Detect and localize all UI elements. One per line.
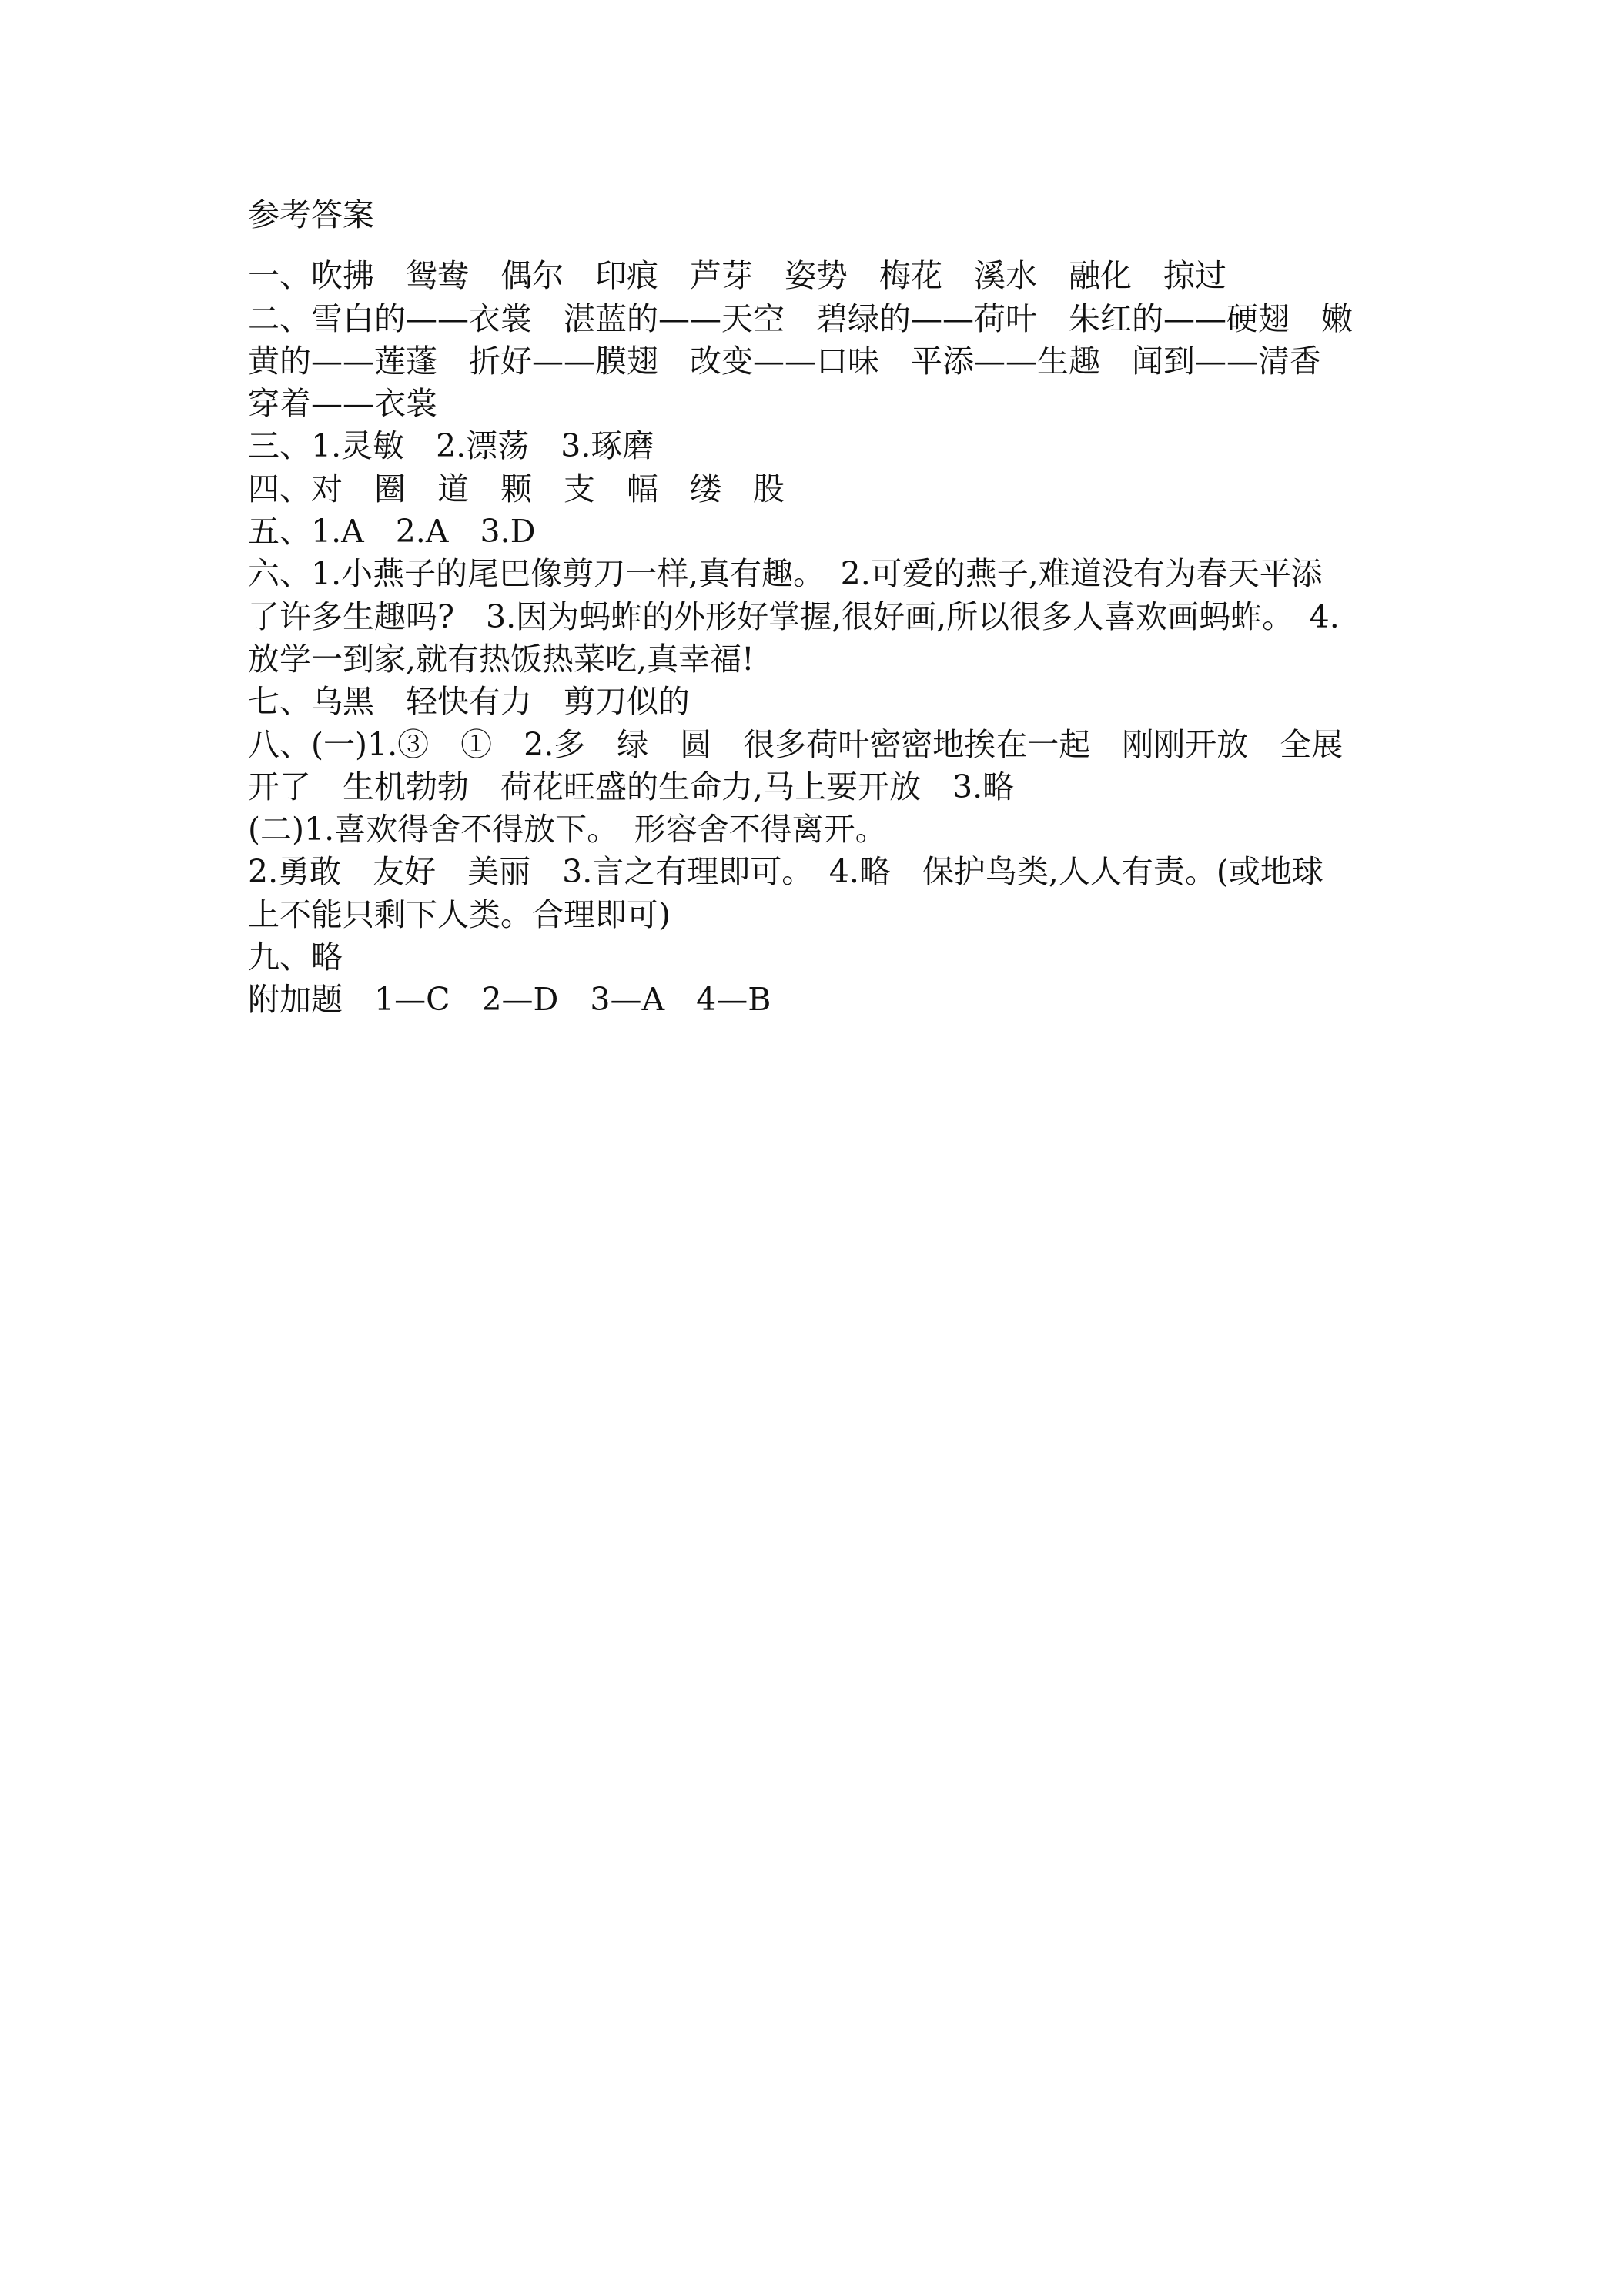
answer-line-2: 二、雪白的——衣裳 湛蓝的——天空 碧绿的——荷叶 朱红的——硬翅 嫩 <box>248 300 1353 337</box>
answer-line-12: 八、(一)1.③ ① 2.多 绿 圆 很多荷叶密密地挨在一起 刚刚开放 全展 <box>248 725 1344 763</box>
answer-line-6: 四、对 圈 道 颗 支 幅 缕 股 <box>248 470 785 507</box>
answer-line-7: 五、1.A 2.A 3.D <box>248 513 536 551</box>
answer-line-3: 黄的——莲蓬 折好——膜翅 改变——口味 平添——生趣 闻到——清香 <box>248 342 1321 380</box>
answer-line-15: 2.勇敢 友好 美丽 3.言之有理即可。 4.略 保护鸟类,人人有责。(或地球 <box>248 853 1323 891</box>
answer-line-9: 了许多生趣吗? 3.因为蚂蚱的外形好掌握,很好画,所以很多人喜欢画蚂蚱。 4. <box>248 597 1340 635</box>
answer-line-8: 六、1.小燕子的尾巴像剪刀一样,真有趣。 2.可爱的燕子,难道没有为春天平添 <box>248 555 1323 593</box>
page-title: 参考答案 <box>248 196 374 233</box>
answer-line-1: 一、吹拂 鸳鸯 偶尔 印痕 芦芽 姿势 梅花 溪水 融化 掠过 <box>248 257 1226 295</box>
answer-line-18: 附加题 1—C 2—D 3—A 4—B <box>248 981 771 1019</box>
answer-line-11: 七、乌黑 轻快有力 剪刀似的 <box>248 683 690 721</box>
answer-line-13: 开了 生机勃勃 荷花旺盛的生命力,马上要开放 3.略 <box>248 768 1015 805</box>
answer-key-text <box>248 194 1403 1022</box>
answer-line-17: 九、略 <box>248 939 343 976</box>
answer-line-10: 放学一到家,就有热饭热菜吃,真幸福! <box>248 640 755 678</box>
answer-line-16: 上不能只剩下人类。合理即可) <box>248 895 671 933</box>
answer-line-14: (二)1.喜欢得舍不得放下。 形容舍不得离开。 <box>248 811 887 848</box>
answer-line-4: 穿着——衣裳 <box>248 385 437 423</box>
answer-line-5: 三、1.灵敏 2.漂荡 3.琢磨 <box>248 427 654 465</box>
